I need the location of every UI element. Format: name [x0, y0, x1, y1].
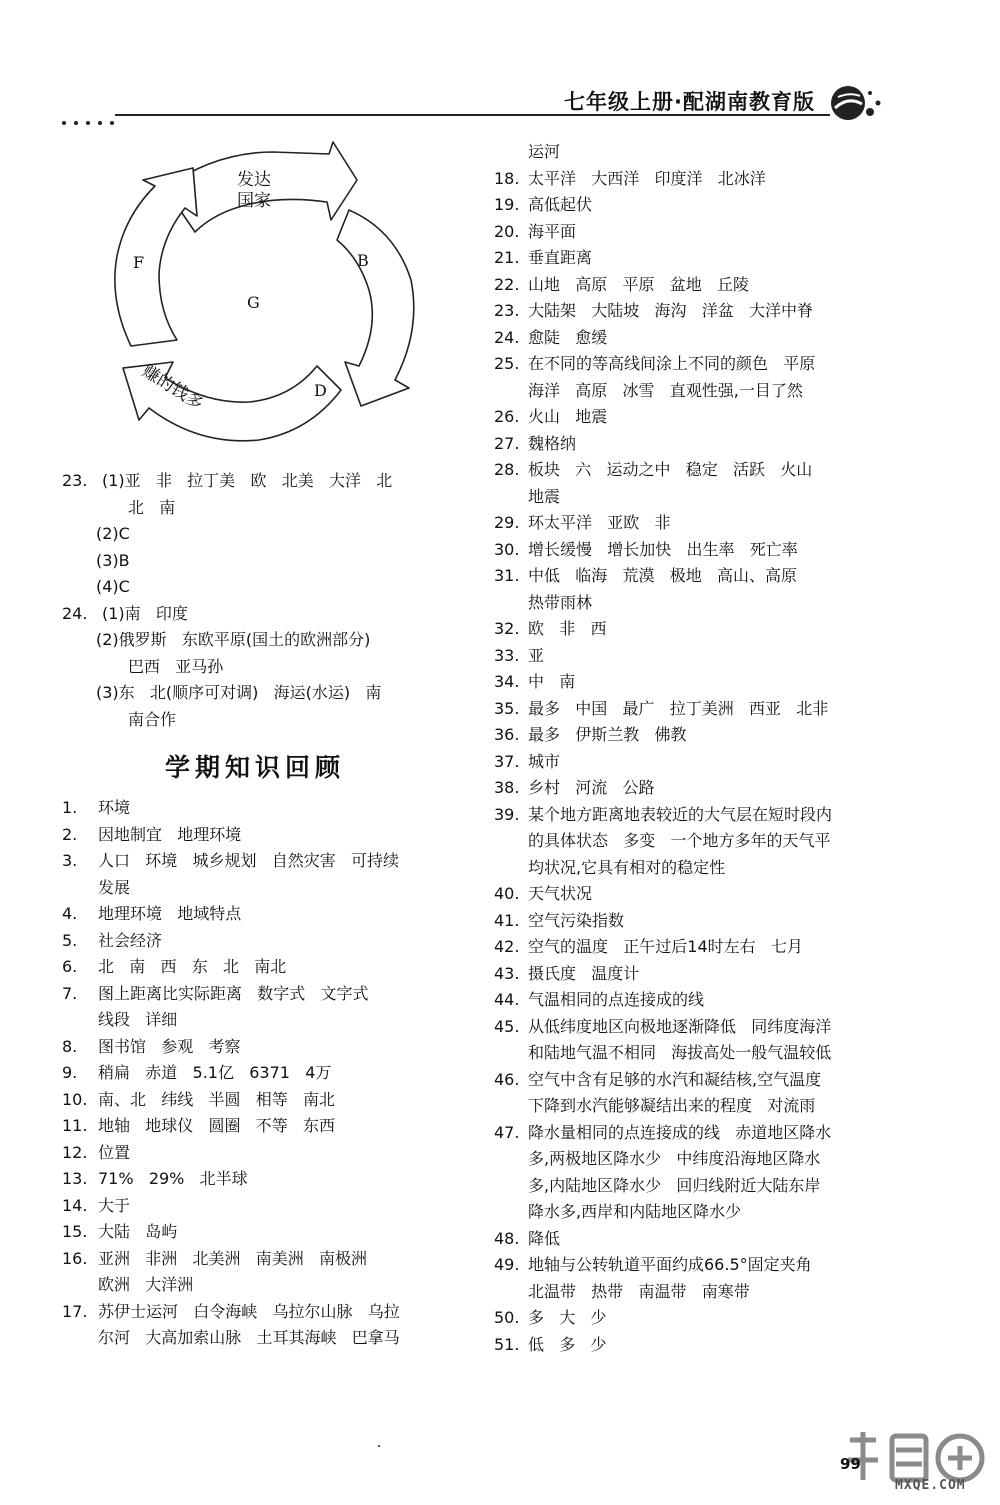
list-item — [494, 139, 894, 166]
list-item — [62, 1219, 472, 1246]
item-number: 33. — [494, 645, 520, 665]
item-text: 大于 — [98, 1195, 131, 1215]
list-item — [494, 298, 894, 325]
item-number: 46. — [494, 1069, 520, 1089]
list-item — [494, 1120, 894, 1147]
q24-line1: 24. (1)南 印度 — [62, 603, 188, 623]
list-item — [494, 669, 894, 696]
list-item — [494, 1252, 894, 1279]
item-text: 欧 非 西 — [528, 619, 607, 638]
item-text: 均状况,它具有相对的稳定性 — [528, 857, 726, 877]
item-number: 38. — [494, 778, 520, 797]
cycle-diagram — [95, 140, 435, 460]
item-text: 大陆架 大陆坡 海沟 洋盆 大洋中脊 — [528, 301, 814, 320]
list-item — [494, 484, 894, 511]
list-item — [62, 1034, 472, 1061]
item-number: 43. — [494, 963, 520, 983]
list-item — [494, 537, 894, 564]
list-item — [494, 802, 894, 829]
item-number: 15. — [62, 1222, 88, 1241]
header-ball-icon — [826, 82, 886, 124]
list-item — [494, 775, 894, 802]
section-title: 学期知识回顾 — [165, 753, 346, 782]
diagram-label-d: D — [314, 381, 327, 400]
diagram-label-g: G — [247, 293, 260, 312]
list-item — [62, 928, 472, 955]
list-item — [62, 1193, 472, 1220]
item-text: 空气污染指数 — [528, 910, 625, 930]
item-number: 35. — [494, 698, 520, 718]
item-text: 亚 — [528, 645, 545, 665]
item-number: 51. — [494, 1334, 520, 1354]
item-number: 40. — [494, 884, 520, 903]
item-number: 1. — [62, 798, 78, 817]
item-text: 多,内陆地区降水少 回归线附近大陆东岸 — [528, 1175, 821, 1195]
item-number: 6. — [62, 957, 78, 976]
list-item — [494, 1014, 894, 1041]
item-number: 11. — [62, 1116, 88, 1135]
item-number: 25. — [494, 354, 520, 373]
list-item — [62, 1113, 472, 1140]
list-item — [62, 1166, 472, 1193]
item-text: 北温带 热带 南温带 南寒带 — [528, 1281, 750, 1301]
item-number: 48. — [494, 1228, 520, 1248]
list-item — [494, 563, 894, 590]
list-item — [494, 643, 894, 670]
list-item — [494, 404, 894, 431]
list-item — [494, 1173, 894, 1200]
item-text: 热带雨林 — [528, 592, 593, 612]
list-item — [494, 590, 894, 617]
item-text: 魏格纳 — [528, 433, 577, 453]
item-text: 运河 — [528, 142, 561, 161]
item-text: 多,两极地区降水少 中纬度沿海地区降水 — [528, 1149, 821, 1168]
list-item — [62, 1140, 472, 1167]
item-text: 的具体状态 多变 一个地方多年的天气平 — [528, 831, 831, 850]
q23-line4: (4)C — [96, 577, 130, 596]
diagram-label-top-2: 国家 — [237, 191, 271, 211]
list-item — [62, 822, 472, 849]
list-item — [494, 987, 894, 1014]
left-answer-list — [62, 795, 472, 1352]
diagram-label-b: B — [357, 251, 369, 270]
item-text: 中 南 — [528, 672, 576, 691]
item-text: 地理环境 地域特点 — [98, 904, 242, 923]
list-item — [494, 219, 894, 246]
item-text: 增长缓慢 增长加快 出生率 死亡率 — [528, 539, 798, 559]
item-text: 从低纬度地区向极地逐渐降低 同纬度海洋 — [528, 1016, 832, 1036]
list-item — [62, 1060, 472, 1087]
item-number: 17. — [62, 1301, 88, 1321]
list-item — [62, 1087, 472, 1114]
item-number: 32. — [494, 619, 520, 638]
item-text: 地轴与公转轨道平面约成66.5°固定夹角 — [528, 1255, 812, 1274]
item-text: 摄氏度 温度计 — [528, 963, 640, 983]
list-item — [494, 696, 894, 723]
list-item — [494, 272, 894, 299]
list-item — [494, 855, 894, 882]
item-text: 高低起伏 — [528, 195, 593, 214]
item-number: 18. — [494, 168, 520, 188]
item-number: 14. — [62, 1195, 88, 1215]
item-text: 和陆地气温不相同 海拔高处一般气温较低 — [528, 1043, 832, 1062]
item-number: 21. — [494, 248, 520, 267]
item-text: 天气状况 — [528, 884, 593, 903]
header-title: 七年级上册·配湖南教育版 — [564, 90, 815, 114]
q24-line3b: 南合作 — [128, 709, 177, 729]
list-item — [62, 954, 472, 981]
item-text: 人口 环境 城乡规划 自然灾害 可持续 — [98, 851, 400, 870]
q23-line2: (2)C — [96, 524, 130, 543]
item-text: 亚洲 非洲 北美洲 南美洲 南极洲 — [98, 1248, 368, 1268]
item-text: 降水量相同的点连接成的线 赤道地区降水 — [528, 1122, 832, 1142]
list-item — [494, 457, 894, 484]
header-dots — [62, 110, 122, 129]
item-text: 苏伊士运河 白令海峡 乌拉尔山脉 乌拉 — [98, 1301, 400, 1321]
item-number: 24. — [494, 327, 520, 347]
item-text: 线段 详细 — [98, 1010, 178, 1029]
item-text: 在不同的等高线间涂上不同的颜色 平原 — [528, 354, 816, 373]
diagram-label-top-1: 发达 — [237, 170, 271, 190]
item-text: 欧洲 大洋洲 — [98, 1275, 194, 1294]
list-item — [494, 722, 894, 749]
stray-dot — [378, 1445, 380, 1447]
list-item — [494, 616, 894, 643]
item-number: 47. — [494, 1122, 520, 1142]
item-number: 31. — [494, 566, 520, 585]
item-number: 10. — [62, 1089, 88, 1109]
list-item — [494, 1279, 894, 1306]
diagram-label-f: F — [133, 253, 145, 272]
list-item — [62, 901, 472, 928]
diagram-arrow-text: 赚的钱多 — [138, 361, 207, 415]
left-questions — [62, 468, 462, 733]
item-number: 3. — [62, 851, 78, 870]
item-text: 最多 伊斯兰教 佛教 — [528, 725, 687, 744]
list-item — [494, 1067, 894, 1094]
item-text: 板块 六 运动之中 稳定 活跃 火山 — [528, 460, 813, 479]
item-number: 27. — [494, 433, 520, 453]
item-text: 山地 高原 平原 盆地 丘陵 — [528, 274, 750, 294]
item-number: 34. — [494, 672, 520, 691]
item-text: 图上距离比实际距离 数字式 文字式 — [98, 983, 369, 1003]
item-text: 某个地方距离地表较近的大气层在短时段内 — [528, 804, 833, 824]
list-item — [494, 934, 894, 961]
item-number: 12. — [62, 1142, 88, 1162]
item-text: 最多 中国 最广 拉丁美洲 西亚 北非 — [528, 698, 829, 718]
list-item — [494, 1226, 894, 1253]
item-number: 20. — [494, 221, 520, 241]
item-number: 9. — [62, 1063, 78, 1082]
item-number: 16. — [62, 1248, 88, 1268]
list-item — [62, 1272, 472, 1299]
item-text: 空气中含有足够的水汽和凝结核,空气温度 — [528, 1069, 822, 1089]
item-number: 44. — [494, 990, 520, 1009]
q24-line3: (3)东 北(顺序可对调) 海运(水运) 南 — [96, 683, 382, 702]
list-item — [494, 1146, 894, 1173]
list-item — [494, 961, 894, 988]
list-item — [62, 1007, 472, 1034]
list-item — [494, 1332, 894, 1359]
item-number: 22. — [494, 274, 520, 294]
item-number: 41. — [494, 910, 520, 930]
list-item — [494, 431, 894, 458]
list-item — [62, 848, 472, 875]
item-text: 降水多,西岸和内陆地区降水少 — [528, 1202, 742, 1221]
item-text: 低 多 少 — [528, 1334, 607, 1354]
item-number: 26. — [494, 407, 520, 426]
item-number: 7. — [62, 983, 78, 1003]
list-item — [494, 166, 894, 193]
q23-line3: (3)B — [96, 550, 130, 570]
item-text: 地震 — [528, 486, 561, 506]
item-number: 30. — [494, 539, 520, 559]
list-item — [494, 351, 894, 378]
item-number: 5. — [62, 930, 78, 950]
item-number: 49. — [494, 1255, 520, 1274]
item-text: 垂直距离 — [528, 248, 593, 267]
item-number: 4. — [62, 904, 78, 923]
item-number: 45. — [494, 1016, 520, 1036]
item-text: 城市 — [528, 751, 561, 771]
item-number: 13. — [62, 1169, 88, 1188]
list-item — [494, 1093, 894, 1120]
item-number: 19. — [494, 195, 520, 214]
item-text: 发展 — [98, 877, 131, 897]
list-item — [62, 795, 472, 822]
item-number: 2. — [62, 824, 78, 844]
list-item — [62, 1246, 472, 1273]
arrow-right — [337, 210, 414, 406]
item-number: 39. — [494, 804, 520, 824]
list-item — [494, 325, 894, 352]
item-number: 8. — [62, 1036, 78, 1056]
item-text: 中低 临海 荒漠 极地 高山、高原 — [528, 566, 798, 585]
item-text: 因地制宜 地理环境 — [98, 824, 242, 844]
right-answer-list — [494, 139, 894, 1358]
list-item — [494, 192, 894, 219]
item-text: 太平洋 大西洋 印度洋 北冰洋 — [528, 168, 766, 188]
item-text: 大陆 岛屿 — [98, 1222, 178, 1241]
list-item — [494, 908, 894, 935]
item-text: 环太平洋 亚欧 非 — [528, 513, 671, 532]
q24-line2b: 巴西 亚马孙 — [128, 656, 224, 676]
item-text: 火山 地震 — [528, 407, 608, 426]
item-text: 社会经济 — [98, 930, 163, 950]
item-number: 23. — [494, 301, 520, 320]
list-item — [494, 749, 894, 776]
list-item — [494, 1040, 894, 1067]
item-text: 乡村 河流 公路 — [528, 778, 655, 797]
item-number: 28. — [494, 460, 520, 479]
list-item — [62, 981, 472, 1008]
q23-line1: 23. (1)亚 非 拉丁美 欧 北美 大洋 北 — [62, 471, 393, 490]
item-text: 愈陡 愈缓 — [528, 327, 608, 347]
arrow-left — [115, 168, 197, 346]
list-item — [494, 1199, 894, 1226]
item-text: 南、北 纬线 半圆 相等 南北 — [98, 1089, 336, 1109]
item-text: 稍扁 赤道 5.1亿 6371 4万 — [98, 1063, 332, 1082]
watermark-text: MXQE.COM — [895, 1478, 966, 1493]
list-item — [494, 828, 894, 855]
item-text: 图书馆 参观 考察 — [98, 1036, 241, 1056]
page-number: 99 — [840, 1455, 861, 1473]
list-item — [62, 1325, 472, 1352]
item-text: 海洋 高原 冰雪 直观性强,一目了然 — [528, 380, 803, 400]
list-item — [494, 881, 894, 908]
list-item — [62, 875, 472, 902]
item-text: 下降到水汽能够凝结出来的程度 对流雨 — [528, 1096, 816, 1115]
q23-line1b: 北 南 — [128, 497, 176, 517]
item-text: 气温相同的点连接成的线 — [528, 990, 705, 1009]
item-text: 降低 — [528, 1228, 561, 1248]
list-item — [494, 510, 894, 537]
item-text: 多 大 少 — [528, 1308, 607, 1327]
item-number: 42. — [494, 937, 520, 956]
item-text: 空气的温度 正午过后14时左右 七月 — [528, 937, 803, 956]
item-number: 37. — [494, 751, 520, 771]
item-number: 50. — [494, 1308, 520, 1327]
item-text: 71% 29% 北半球 — [98, 1169, 248, 1188]
item-text: 地轴 地球仪 圆圈 不等 东西 — [98, 1116, 336, 1135]
item-text: 尔河 大高加索山脉 土耳其海峡 巴拿马 — [98, 1328, 400, 1347]
item-number: 29. — [494, 513, 520, 532]
item-text: 环境 — [98, 798, 131, 817]
list-item — [494, 245, 894, 272]
item-text: 海平面 — [528, 221, 577, 241]
item-number: 36. — [494, 725, 520, 744]
q24-line2: (2)俄罗斯 东欧平原(国土的欧洲部分) — [96, 630, 371, 649]
list-item — [494, 378, 894, 405]
item-text: 北 南 西 东 北 南北 — [98, 957, 287, 976]
list-item — [494, 1305, 894, 1332]
list-item — [62, 1299, 472, 1326]
item-text: 位置 — [98, 1142, 131, 1162]
